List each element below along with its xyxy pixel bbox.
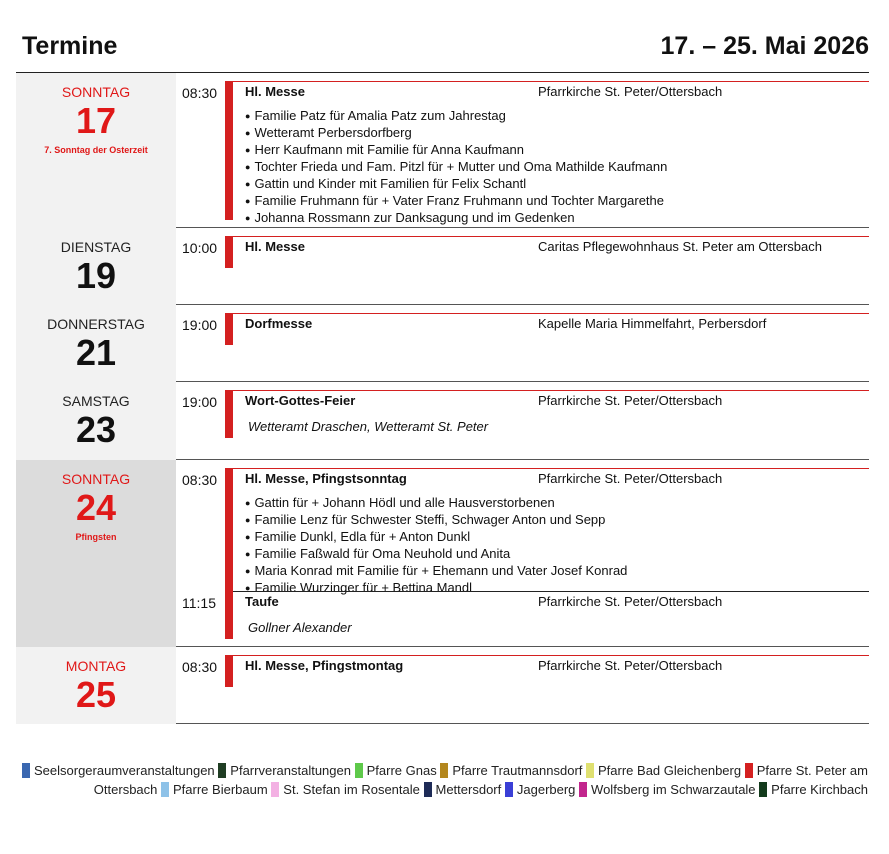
day-number: 25 — [75, 674, 117, 715]
event-note: Wetteramt Draschen, Wetteramt St. Peter — [248, 419, 489, 434]
date-range: 17. – 25. Mai 2026 — [660, 32, 869, 60]
intention-item: ● Maria Konrad mit Familie für + Ehemann und Vater Josef Konrad — [245, 563, 627, 580]
intention-item: ● Familie Patz für Amalia Patz zum Jahrestag — [245, 108, 667, 125]
parish-color-bar — [225, 390, 233, 438]
event-entry[interactable] — [176, 647, 869, 724]
parish-color-bar — [225, 81, 233, 220]
event-time: 19:00 — [182, 317, 218, 333]
color-swatch-icon — [745, 763, 753, 778]
event-time: 08:30 — [182, 472, 218, 488]
legend-label: Pfarre Gnas — [366, 763, 437, 778]
color-swatch-icon — [505, 782, 513, 797]
event-entry[interactable] — [176, 305, 869, 382]
event-separator — [233, 313, 869, 314]
color-swatch-icon — [355, 763, 363, 778]
day-block-21 — [16, 305, 869, 382]
event-title: Hl. Messe — [245, 84, 305, 99]
legend-label: St. Stefan im Rosentale — [283, 781, 420, 797]
event-title: Taufe — [245, 594, 279, 609]
intention-item: ● Herr Kaufmann mit Familie für Anna Kaufmann — [245, 142, 667, 159]
event-separator — [233, 591, 869, 592]
legend-item — [440, 763, 582, 778]
event-time: 08:30 — [182, 85, 218, 101]
event-time: 11:15 — [182, 595, 216, 611]
color-swatch-icon — [218, 763, 226, 778]
intention-item: ● Familie Dunkl, Edla für + Anton Dunkl — [245, 529, 627, 546]
event-time: 19:00 — [182, 394, 218, 410]
event-entry[interactable] — [176, 460, 869, 595]
intention-item: ● Familie Faßwald für Oma Neuhold und Anita — [245, 546, 627, 563]
color-swatch-icon — [424, 782, 432, 797]
legend-item — [22, 763, 215, 778]
intention-item: ● Familie Wurzinger für + Bettina Mandl — [245, 580, 627, 597]
day-block-17 — [16, 73, 869, 228]
day-block-24 — [16, 460, 869, 647]
intention-item: ● Tochter Frieda und Fam. Pitzl für + Mutter und Oma Mathilde Kaufmann — [245, 159, 667, 176]
event-time: 10:00 — [182, 240, 218, 256]
day-block-25 — [16, 647, 869, 724]
day-number: 19 — [75, 255, 117, 296]
liturgical-day: 7. Sonntag der Osterzeit — [44, 145, 148, 155]
color-swatch-icon — [440, 763, 448, 778]
legend-label: Pfarre Bierbaum — [173, 781, 268, 797]
legend-label: Pfarre Bad Gleichenberg — [598, 763, 742, 778]
legend-item — [505, 782, 576, 797]
date-cell — [16, 73, 176, 228]
parish-color-legend — [18, 762, 868, 799]
color-swatch-icon — [161, 782, 169, 797]
legend-label: Wolfsberg im Schwarzautale — [591, 781, 756, 797]
day-block-23 — [16, 382, 869, 460]
event-entry[interactable] — [176, 583, 869, 647]
legend-item — [271, 782, 420, 797]
legend-label: Pfarre Trautmannsdorf — [452, 763, 583, 778]
event-title: Hl. Messe, Pfingstsonntag — [245, 471, 407, 486]
event-title: Wort-Gottes-Feier — [245, 393, 356, 408]
weekday-label: SONNTAG — [61, 84, 131, 100]
event-location: Pfarrkirche St. Peter/Ottersbach — [538, 471, 723, 486]
color-swatch-icon — [586, 763, 594, 778]
event-separator — [233, 655, 869, 656]
weekday-label: DONNERSTAG — [47, 316, 145, 332]
event-separator — [233, 390, 869, 391]
event-location: Pfarrkirche St. Peter/Ottersbach — [538, 393, 723, 408]
event-separator — [233, 236, 869, 237]
intention-item: ● Gattin und Kinder mit Familien für Felix Schantl — [245, 176, 667, 193]
intention-item: ● Wetteramt Perbersdorfberg — [245, 125, 667, 142]
legend-label: Pfarre Kirchbach — [771, 781, 868, 797]
day-block-19 — [16, 228, 869, 305]
event-entry[interactable] — [176, 382, 869, 460]
date-cell — [16, 305, 176, 382]
color-swatch-icon — [579, 782, 587, 797]
date-cell — [16, 228, 176, 305]
event-location: Pfarrkirche St. Peter/Ottersbach — [538, 84, 723, 99]
legend-label: Jagerberg — [516, 781, 576, 797]
parish-color-bar — [225, 583, 233, 639]
weekday-label: SAMSTAG — [62, 393, 130, 409]
day-number: 24 — [75, 487, 117, 528]
event-entry[interactable] — [176, 228, 869, 305]
legend-item — [218, 763, 351, 778]
legend-item — [355, 763, 437, 778]
intention-item: ● Familie Lenz für Schwester Steffi, Schwager Anton und Sepp — [245, 512, 627, 529]
legend-label: Seelsorgeraumveranstaltungen — [34, 763, 215, 778]
event-location: Pfarrkirche St. Peter/Ottersbach — [538, 658, 723, 673]
legend-item — [161, 782, 268, 797]
legend-item — [424, 782, 502, 797]
event-title: Hl. Messe — [245, 239, 305, 254]
event-location: Kapelle Maria Himmelfahrt, Perbersdorf — [538, 316, 767, 331]
intention-item: ● Gattin für + Johann Hödl und alle Hausverstorbenen — [245, 495, 627, 512]
page-title: Termine — [22, 32, 118, 60]
day-number: 21 — [75, 332, 117, 373]
mass-intentions-list — [245, 495, 627, 597]
parish-color-bar — [225, 236, 233, 268]
parish-color-bar — [225, 468, 233, 591]
legend-label: Pfarrveranstaltungen — [230, 763, 351, 778]
day-number: 23 — [75, 409, 117, 450]
intention-item: ● Johanna Rossmann zur Danksagung und im Gedenken — [245, 210, 667, 227]
day-divider — [176, 723, 869, 724]
legend-label: Mettersdorf — [435, 781, 502, 797]
intention-item: ● Familie Fruhmann für + Vater Franz Fruhmann und Tochter Margarethe — [245, 193, 667, 210]
event-location: Caritas Pflegewohnhaus St. Peter am Ottersbach — [538, 239, 822, 254]
event-time: 08:30 — [182, 659, 218, 675]
color-swatch-icon — [759, 782, 767, 797]
legend-item — [579, 782, 756, 797]
weekday-label: MONTAG — [65, 658, 127, 674]
event-location: Pfarrkirche St. Peter/Ottersbach — [538, 594, 723, 609]
weekday-label: DIENSTAG — [60, 239, 132, 255]
event-entry[interactable] — [176, 73, 869, 228]
day-number: 17 — [75, 100, 117, 141]
color-swatch-icon — [271, 782, 279, 797]
parish-color-bar — [225, 655, 233, 687]
event-title: Dorfmesse — [245, 316, 313, 331]
date-cell — [16, 382, 176, 460]
liturgical-day: Pfingsten — [75, 532, 117, 542]
parish-color-bar — [225, 313, 233, 345]
event-separator — [233, 81, 869, 82]
event-note: Gollner Alexander — [248, 620, 352, 635]
weekday-label: SONNTAG — [61, 471, 131, 487]
legend-item — [759, 782, 868, 797]
event-title: Hl. Messe, Pfingstmontag — [245, 658, 404, 673]
page-header — [22, 32, 869, 68]
color-swatch-icon — [22, 763, 30, 778]
date-cell — [16, 460, 176, 647]
legend-label: Pfarre St. Peter am Ottersbach — [93, 763, 868, 797]
date-cell — [16, 647, 176, 724]
legend-item — [586, 763, 741, 778]
mass-intentions-list — [245, 108, 667, 227]
event-separator — [233, 468, 869, 469]
